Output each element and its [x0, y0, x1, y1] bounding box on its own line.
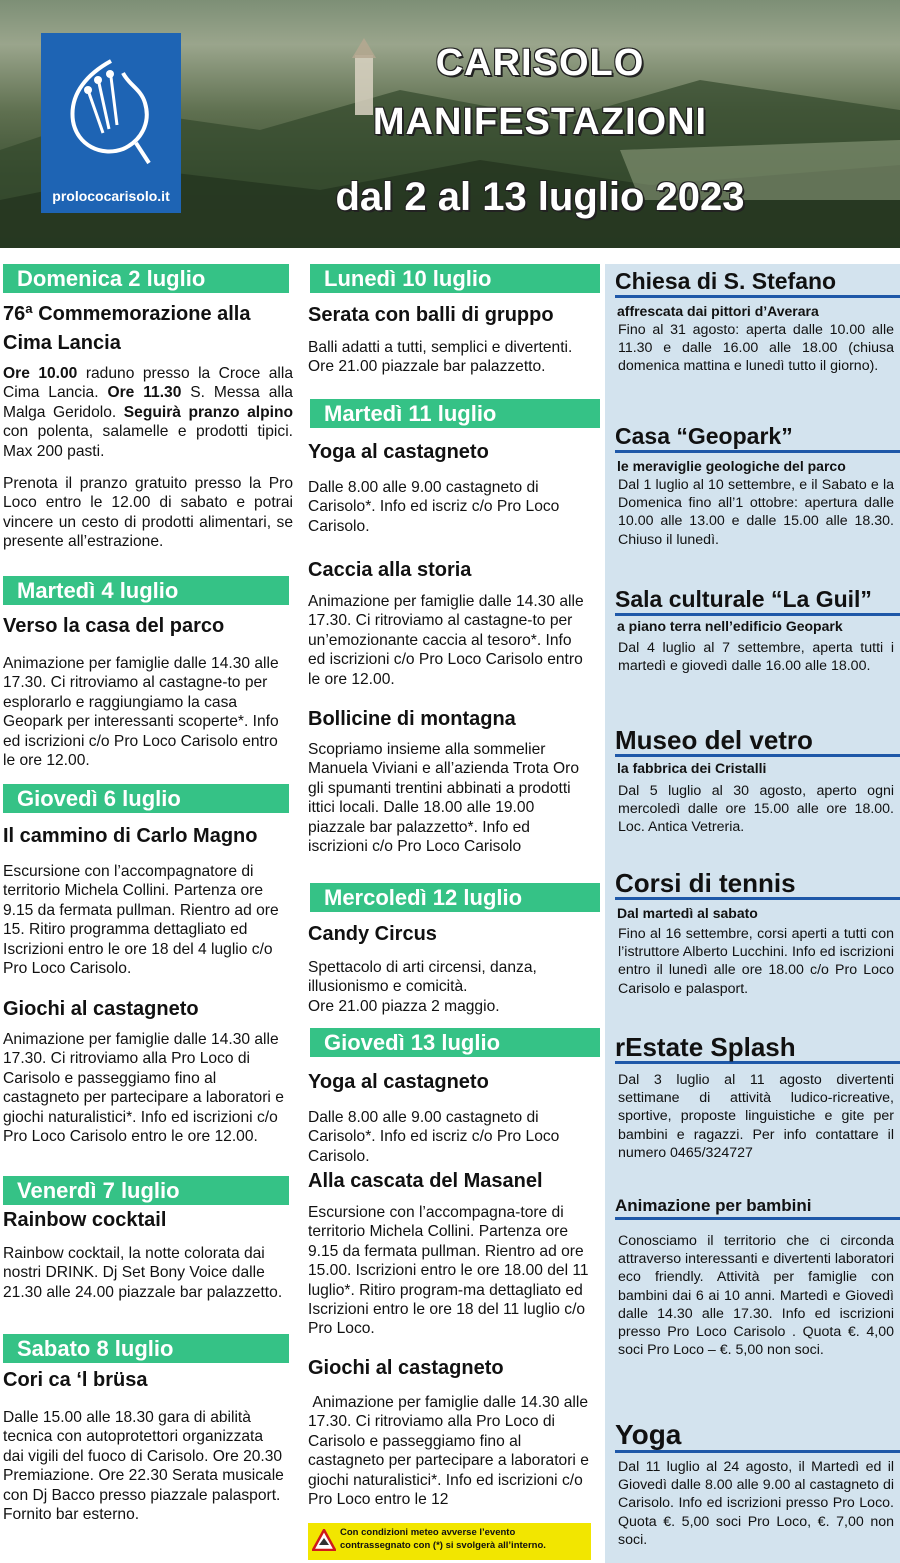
section-title: Casa “Geopark”: [615, 423, 900, 453]
section-description: Conosciamo il territorio che ci circonda attraverso interessanti e divertenti laboratori eco friendly. Attività per famiglie con bambini dai 6 ai 10 anni. Martedì e Giovedì dalle 14.30 alle 17.30. Info ed iscrizioni presso Pro Loco Carisolo . Quota €. 4,00 soci Pro Loco – €. 5,00 non soci.: [618, 1233, 895, 1359]
event-description: Dalle 8.00 alle 9.00 castagneto di Carisolo*. Info ed iscriz c/o Pro Loco Carisolo.: [308, 479, 560, 535]
section-title: rEstate Splash: [615, 1033, 900, 1064]
warning-triangle-icon: [312, 1529, 336, 1551]
day-header-mercoledi-12: Mercoledì 12 luglio: [310, 883, 600, 912]
header-dates: dal 2 al 13 luglio 2023: [335, 175, 745, 219]
event-description: Rainbow cocktail, la notte colorata dai nostri DRINK. Dj Set Bony Voice dalle 21.30 alle 24.00 piazzale bar palazzetto.: [3, 1245, 283, 1301]
weather-warning: [308, 1523, 591, 1560]
section-title: Museo del vetro: [615, 726, 900, 757]
event-title: Giochi al castagneto: [3, 998, 199, 1020]
site-url[interactable]: prolococarisolo.it: [52, 188, 170, 204]
header-banner: [0, 0, 900, 248]
section-subtitle: affrescata dai pittori d’Averara: [617, 303, 819, 319]
event-description: Escursione con l’accompagnatore di territorio Michela Collini. Partenza ore 9.15 da fermata pullman. Rientro ad ore 15. Ritiro programma dettagliato ed Iscrizioni entro le ore 18 del 4 luglio c/o Pro Loco Carisolo.: [3, 863, 279, 978]
event-description: Animazione per famiglie dalle 14.30 alle 17.30. Ci ritroviamo alla Pro Loco di Carisolo e passeggiamo fino al castagneto per partecipare a laboratori e giochi naturalistici*. Info ed iscrizioni c/o Pro Loco Carisolo entro le ore 12.00.: [3, 1031, 284, 1146]
section-title: Animazione per bambini: [615, 1195, 900, 1220]
event-description: Escursione con l’accompagna-tore di territorio Michela Collini. Partenza ore 9.15 da fermata pullman. Rientro ad ore 15.00. Iscrizioni entro le ore 18.00 del 11 luglio*. Ritiro program-ma dettagliato ed Iscrizioni entro le ore 18 del 11 luglio c/o Pro Loco.: [308, 1204, 589, 1338]
section-description: Fino al 16 settembre, corsi aperti a tutti con l’istruttore Alberto Lucchini. Info ed iscrizioni entro il lunedì alle ore 18.00 c/o Pro Loco Carisolo e palasport.: [618, 926, 894, 997]
day-header-lunedi-10: Lunedì 10 luglio: [310, 264, 600, 293]
event-description: Balli adatti a tutti, semplici e divertenti. Ore 21.00 piazzale bar palazzetto.: [308, 339, 573, 376]
section-title: Yoga: [615, 1420, 900, 1453]
header-title-events: MANIFESTAZIONI: [372, 101, 708, 143]
proloco-logo: [41, 33, 181, 213]
event-title-cont: Cima Lancia: [3, 332, 121, 354]
event-title: Serata con balli di gruppo: [308, 304, 554, 326]
event-title: Candy Circus: [308, 923, 437, 945]
logo-emblem-icon: [41, 33, 181, 183]
event-description: Animazione per famiglie dalle 14.30 alle 17.30. Ci ritroviamo alla Pro Loco di Carisolo e passeggiamo fino al castagneto per partecipare a laboratori e giochi naturalistici*. Info ed iscrizioni c/o Pro Loco entro le 12: [308, 1394, 594, 1509]
event-description: Dalle 8.00 alle 9.00 castagneto di Carisolo*. Info ed iscriz c/o Pro Loco Carisolo.: [308, 1109, 560, 1165]
event-description: Animazione per famiglie dalle 14.30 alle 17.30. Ci ritroviamo al castagne-to per esplorarlo e raggiungiamo la casa Geopark per interessanti scoperte*. Info ed iscrizioni c/o Pro Loco Carisolo entro le ore 12.00.: [3, 655, 279, 770]
event-title: Yoga al castagneto: [308, 1071, 489, 1093]
event-title: Verso la casa del parco: [3, 615, 225, 637]
section-subtitle: la fabbrica dei Cristalli: [617, 760, 767, 776]
section-description: Dal 4 luglio al 7 settembre, aperta tutti i martedì e giovedì dalle 16.00 alle 18.00.: [618, 640, 894, 675]
event-description: Dalle 15.00 alle 18.30 gara di abilità tecnica con autoprotettori organizzata dai vigili del fuoco di Carisolo. Ore 20.30 Premiazione. Ore 22.30 Serata musicale con Dj Bacco presso piazzale palasport. Fornito bar esterno.: [3, 1409, 284, 1524]
section-title: Corsi di tennis: [615, 869, 900, 900]
header-title-town: CARISOLO: [435, 42, 645, 84]
day-header-venerdi-7: Venerdì 7 luglio: [3, 1176, 289, 1205]
event-description: Animazione per famiglie dalle 14.30 alle 17.30. Ci ritroviamo al castagne-to per un’emozionante caccia al tesoro*. Info ed iscrizioni c/o Pro Loco Carisolo entro le ore 12.00.: [308, 593, 584, 688]
event-description: Spettacolo di arti circensi, danza, illusionismo e comicità. Ore 21.00 piazza 2 maggio.: [308, 959, 537, 1015]
day-header-martedi-11: Martedì 11 luglio: [310, 399, 600, 428]
event-title: Cori ca ‘l brüsa: [3, 1369, 148, 1391]
section-description: Dal 5 luglio al 30 agosto, aperto ogni mercoledì dalle ore 15.00 alle ore 18.00. Loc. Antica Vetreria.: [618, 783, 894, 836]
section-subtitle: Dal martedì al sabato: [617, 905, 758, 921]
section-description: Dal 1 luglio al 10 settembre, e il Sabato e la Domenica fino all’1 ottobre: apertura dalle 10.00 alle 13.00 e dalle 15.00 alle 18.30. Chiuso il lunedì.: [618, 477, 894, 548]
event-title: Il cammino di Carlo Magno: [3, 825, 258, 847]
section-title: Chiesa di S. Stefano: [615, 268, 900, 298]
event-description: Ore 10.00 raduno presso la Croce alla Cima Lancia. Ore 11.30 S. Messa alla Malga Geridolo. Seguirà pranzo alpino con polenta, salamelle e prodotti tipici. Max 200 pasti.: [3, 365, 293, 460]
event-description: Scopriamo insieme alla sommelier Manuela Viviani e all’azienda Trota Oro gli spumanti trentini abbinati a prodotti ittici locali. Dalle 18.00 alle 19.00 piazzale bar palazzetto*. Info ed iscrizioni c/o Pro Loco Carisolo: [308, 741, 580, 856]
section-description: Fino al 31 agosto: aperta dalle 10.00 alle 11.30 e dalle 16.00 alle 18.00 (chiusa domenica mattina e lunedì tutto il giorno).: [618, 322, 894, 375]
weather-warning-text: Con condizioni meteo avverse l’evento contrassegnato con (*) si svolgerà all’interno.: [340, 1527, 546, 1551]
day-header-domenica-2: Domenica 2 luglio: [3, 264, 289, 293]
day-header-martedi-4: Martedì 4 luglio: [3, 576, 289, 605]
section-title: Sala culturale “La Guil”: [615, 586, 900, 616]
event-title: Bollicine di montagna: [308, 708, 516, 730]
event-title: Caccia alla storia: [308, 559, 472, 581]
event-title: Alla cascata del Masanel: [308, 1170, 543, 1192]
day-header-sabato-8: Sabato 8 luglio: [3, 1334, 289, 1363]
event-title: Giochi al castagneto: [308, 1357, 504, 1379]
event-title: 76ª Commemorazione alla: [3, 303, 251, 325]
day-header-giovedi-6: Giovedì 6 luglio: [3, 784, 289, 813]
section-description: Dal 3 luglio al 11 agosto divertenti settimane di attività ludico-ricreative, sportive, proposte linguistiche e gite per bambini e ragazzi. Per info contattare il numero 0465/324727: [618, 1072, 894, 1161]
section-description: Dal 11 luglio al 24 agosto, il Martedì ed il Giovedì dalle 8.00 alle 9.00 al castagneto di Carisolo. Info ed iscrizioni presso Pro Loco. Quota €. 5,00 soci Pro Loco, €. 7,00 non soci.: [618, 1459, 894, 1548]
event-title: Rainbow cocktail: [3, 1209, 167, 1231]
event-title: Yoga al castagneto: [308, 441, 489, 463]
section-subtitle: le meraviglie geologiche del parco: [617, 458, 846, 474]
section-subtitle: a piano terra nell’edificio Geopark: [617, 618, 843, 634]
day-header-giovedi-13: Giovedì 13 luglio: [310, 1028, 600, 1057]
event-note: Prenota il pranzo gratuito presso la Pro Loco entro le 12.00 di sabato e potrai vincere un cesto di prodotti alimentari, se presente all’estrazione.: [3, 475, 293, 551]
